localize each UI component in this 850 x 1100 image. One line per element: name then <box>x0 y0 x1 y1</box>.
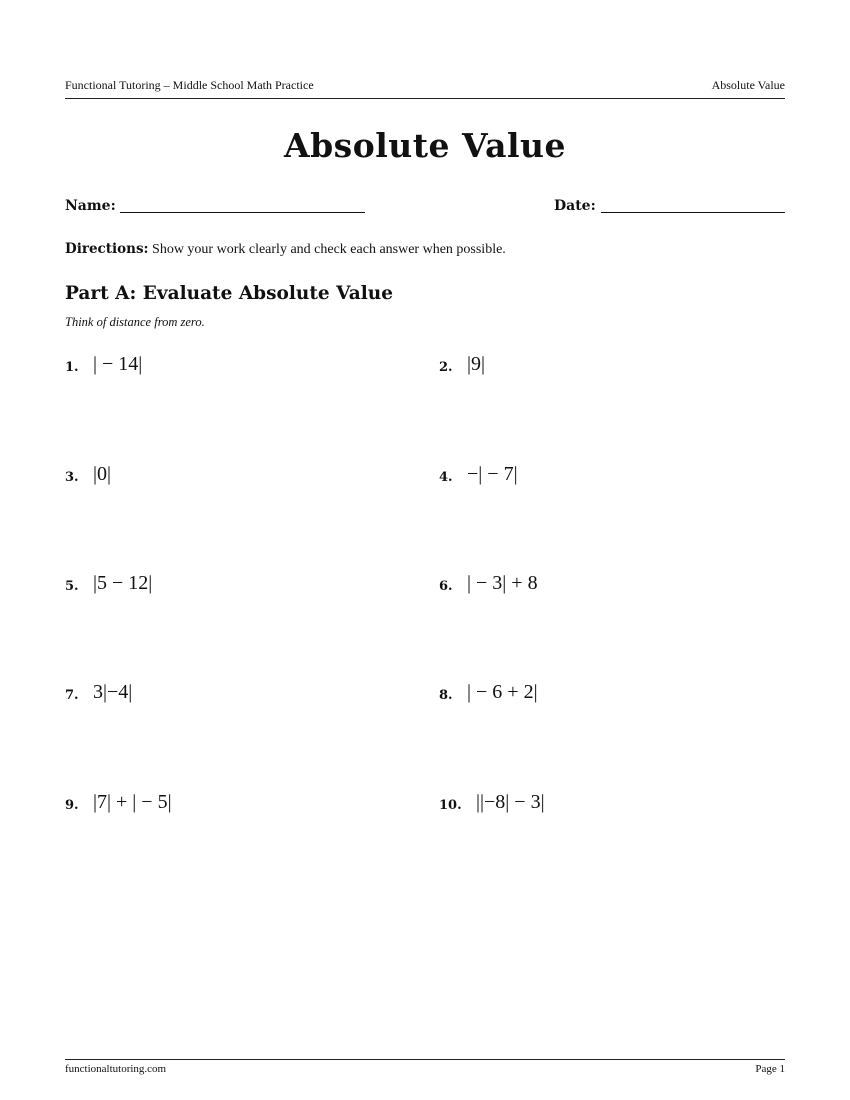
problem-expression: ||−8| − 3| <box>476 791 545 813</box>
page-title: Absolute Value <box>283 126 566 165</box>
problem-expression: | − 6 + 2| <box>467 681 538 703</box>
problem-number: 7. <box>65 688 79 703</box>
date-line[interactable] <box>601 212 785 213</box>
date-field[interactable] <box>554 198 596 214</box>
problem-expression: |7| + | − 5| <box>93 791 172 813</box>
problem-number: 4. <box>439 470 453 485</box>
footer-website: functionaltutoring.com <box>65 1063 167 1075</box>
directions-label: Directions: <box>65 241 149 257</box>
footer-page-number: Page 1 <box>755 1063 785 1075</box>
page-header <box>65 78 785 99</box>
name-field[interactable] <box>65 198 116 214</box>
problem-expression: | − 14| <box>93 353 143 375</box>
problem-number: 6. <box>439 579 453 594</box>
header-right-text: Absolute Value <box>711 78 785 92</box>
problem-expression: |0| <box>93 463 112 485</box>
problem-number: 3. <box>65 470 79 485</box>
problem-number: 2. <box>439 360 453 375</box>
problem-expression: | − 3| + 8 <box>467 572 538 594</box>
problem-expression: 3|−4| <box>93 681 133 703</box>
problem-number: 1. <box>65 360 79 375</box>
date-label: Date: <box>554 198 596 214</box>
problem-number: 9. <box>65 798 79 813</box>
header-left-text: Functional Tutoring – Middle School Math Practice <box>65 78 314 92</box>
page-footer <box>65 1059 785 1078</box>
name-line[interactable] <box>120 212 365 213</box>
problem-expression: |9| <box>467 353 486 375</box>
problem-number: 10. <box>439 798 462 813</box>
problem-expression: |5 − 12| <box>93 572 153 594</box>
directions <box>65 241 506 258</box>
problem-number: 5. <box>65 579 79 594</box>
directions-text: Show your work clearly and check each answer when possible. <box>152 242 506 257</box>
problem-number: 8. <box>439 688 453 703</box>
part-a-subtitle: Think of distance from zero. <box>65 315 205 329</box>
problem-expression: −| − 7| <box>467 463 518 485</box>
name-label: Name: <box>65 198 116 214</box>
part-a-heading: Part A: Evaluate Absolute Value <box>65 283 393 304</box>
